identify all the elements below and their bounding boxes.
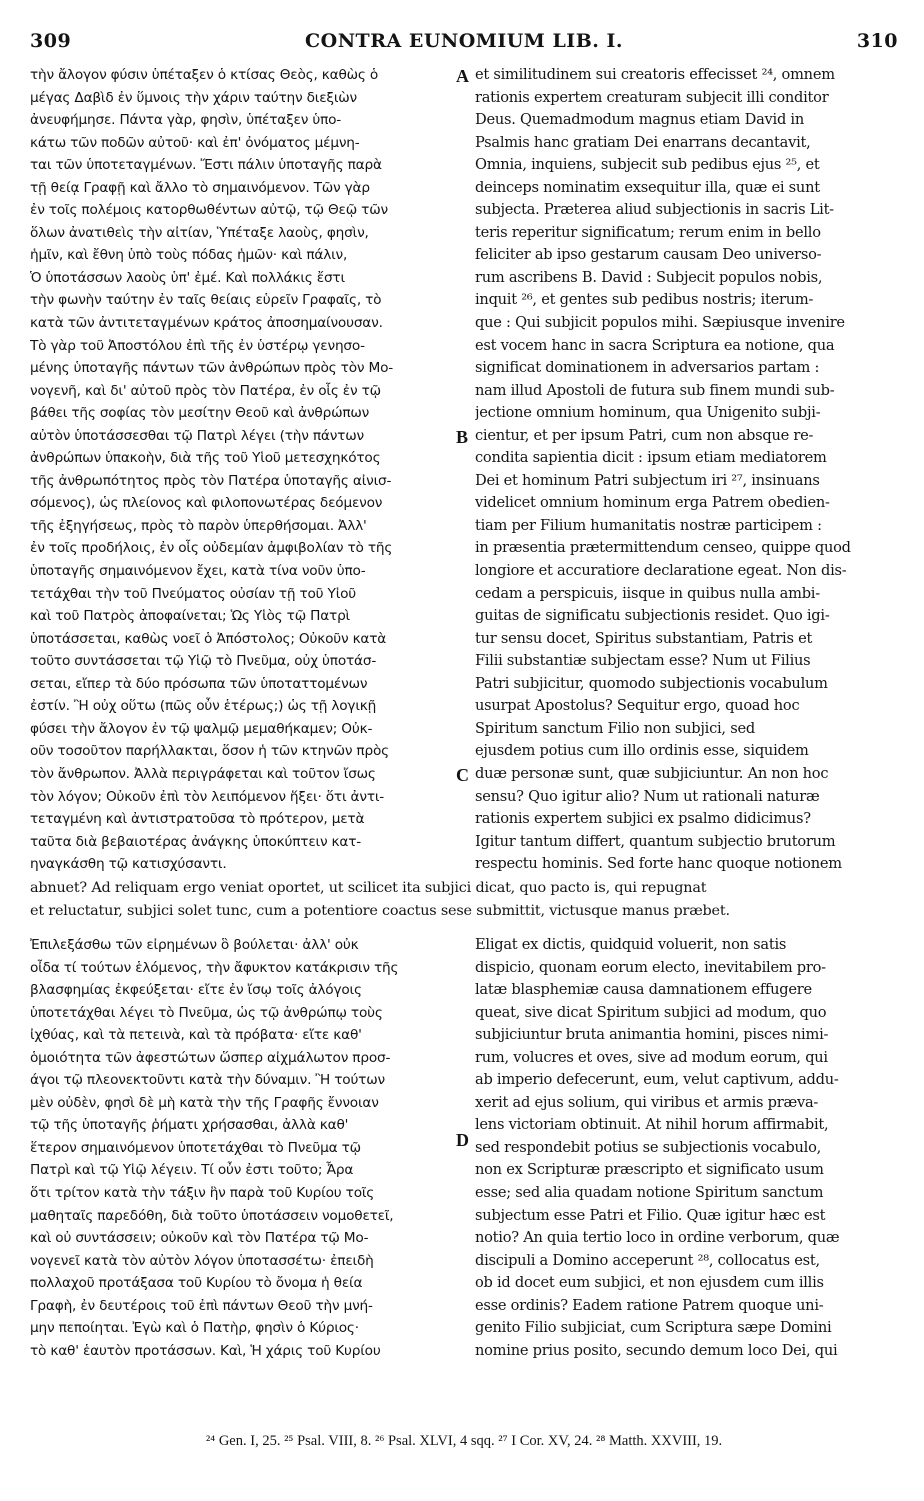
latin-text-line: notio? An quia tertio loco in ordine verborum, quæ	[475, 1229, 840, 1247]
latin-text-line: dispicio, quonam eorum electo, inevitabilem pro-	[475, 958, 826, 976]
latin-text-line: Filii substantiæ subjectam esse? Num ut Filius	[475, 652, 811, 670]
latin-text-line: nomine prius posito, secundo demum loco Dei, qui	[475, 1341, 838, 1359]
latin-text-line: inquit ²⁶, et gentes sub pedibus nostris; iterum-	[475, 291, 814, 309]
greek-text-line: τῇ θείᾳ Γραφῇ καὶ ἄλλο τὸ σημαινόμενον. Τῶν γὰρ	[30, 179, 370, 196]
greek-text-line: τῆς ἐξηγήσεως, πρὸς τὸ παρὸν ὑπερθήσομαι. Ἀλλ'	[30, 517, 367, 534]
latin-text-line: longiore et accuratiore declaratione egeat. Non dis-	[475, 562, 847, 580]
greek-text-line: ταῦτα διὰ βεβαιοτέρας ἀνάγκης ὑποκύπτειν κατ-	[30, 833, 362, 850]
greek-text-line: καὶ τοῦ Πατρὸς ἀποφαίνεται; Ὡς Υἱὸς τῷ Πατρὶ	[30, 608, 350, 625]
full-width-text-line: abnuet? Ad reliquam ergo veniat oportet, ut scilicet ita subjici dicat, quo pacto is, qui repugnat	[30, 880, 707, 896]
latin-text-line: genito Filio subjiciat, cum Scriptura sæpe Domini	[475, 1319, 832, 1337]
full-width-text	[30, 877, 898, 922]
latin-text-line: queat, sive dicat Spiritum subjici ad modum, quo	[475, 1003, 827, 1021]
greek-text-line: τὸν ἄνθρωπον. Ἀλλὰ περιγράφεται καὶ τοῦτον ἴσως	[30, 765, 376, 782]
page-number-left: 309	[30, 30, 72, 52]
latin-text-line: nam illud Apostoli de futura sub finem mundi sub-	[475, 381, 835, 399]
greek-text-line: Τὸ γὰρ τοῦ Ἀποστόλου ἐπὶ τῆς ἐν ὑστέρῳ γενησο-	[30, 337, 365, 354]
latin-text-line: rationis expertem creaturam subjecit illi conditor	[475, 88, 829, 106]
greek-text-line: πολλαχοῦ προτάξασα τοῦ Κυρίου τὸ ὄνομα ἡ θεία	[30, 1275, 363, 1292]
latin-text-line: in præsentia prætermittendum censeo, quippe quod	[475, 539, 851, 557]
greek-text-line: ὑποτετάχθαι λέγει τὸ Πνεῦμα, ὡς τῷ ἀνθρώπῳ τοὺς	[30, 1004, 383, 1021]
running-title: CONTRA EUNOMIUM LIB. I.	[305, 30, 623, 52]
latin-text-line: guitas de significatu subjectionis residet. Quo igi-	[475, 607, 830, 625]
greek-text-line: βάθει τῆς σοφίας τὸν μεσίτην Θεοῦ καὶ ἀνθρώπων	[30, 405, 370, 422]
greek-text-line: σεται, εἴπερ τὰ δύο πρόσωπα τῶν ὑποταττομένων	[30, 675, 368, 692]
greek-column-top	[30, 64, 462, 876]
greek-text-line: ἀνευφήμησε. Πάντα γὰρ, φησὶν, ὑπέταξεν ὑπο-	[30, 112, 342, 129]
greek-text-line: κατὰ τῶν ἀντιτεταγμένων κράτος ἀποσημαίνουσαν.	[30, 315, 383, 332]
page-number-right: 310	[856, 30, 898, 52]
latin-text-line: cedam a perspicuis, iisque in quibus nulla ambi-	[475, 584, 820, 602]
greek-text-line: αὐτὸν ὑποτάσσεσθαι τῷ Πατρὶ λέγει (τὴν πάντων	[30, 427, 364, 444]
greek-text-line: Γραφὴ, ἐν δευτέροις τοῦ ἐπὶ πάντων Θεοῦ τὴν μνή-	[30, 1297, 373, 1314]
latin-text-line: rum ascribens B. David : Subjecit populos nobis,	[475, 268, 823, 286]
greek-text-line: τὴν ἄλογον φύσιν ὑπέταξεν ὁ κτίσας Θεὸς, καθὼς ὁ	[30, 67, 379, 83]
greek-text-line: ὅλων ἀνατιθεὶς τὴν αἰτίαν, Ὑπέταξε λαοὺς, φησὶν,	[30, 224, 369, 241]
latin-text-line: xerit ad ejus solium, qui viribus et armis præva-	[475, 1093, 819, 1111]
latin-text-line: videlicet omnium hominum erga Patrem obedien-	[475, 494, 830, 512]
running-header	[30, 30, 898, 56]
greek-text-line: ηναγκάσθη τῷ κατισχύσαντι.	[30, 856, 227, 873]
greek-text-line: Ἐπιλεξάσθω τῶν εἰρημένων ὃ βούλεται· ἀλλ' οὐκ	[30, 937, 359, 953]
greek-text-line: άγοι τῷ πλεονεκτοῦντι κατὰ τὴν δύναμιν. Ἢ τούτων	[30, 1072, 385, 1089]
greek-text-line: ἡμῖν, καὶ ἔθνη ὑπὸ τοὺς πόδας ἡμῶν· καὶ πάλιν,	[30, 247, 348, 264]
greek-text-line: ἐν τοῖς πολέμοις κατορθωθέντων αὐτῷ, τῷ Θεῷ τῶν	[30, 202, 388, 219]
greek-text-line: μέγας Δαβὶδ ἐν ὕμνοις τὴν χάριν ταύτην διεξιὼν	[30, 89, 357, 106]
latin-text-line: respectu hominis. Sed forte hanc quoque notionem	[475, 855, 842, 873]
greek-text-line: τῷ τῆς ὑποταγῆς ῥήματι χρήσασθαι, ἀλλὰ καθ'	[30, 1117, 349, 1134]
greek-text-line: τοῦτο συντάσσεται τῷ Υἱῷ τὸ Πνεῦμα, οὐχ ὑποτάσ-	[30, 653, 377, 670]
latin-text-line: subjectum esse Patri et Filio. Quæ igitur hæc est	[475, 1206, 826, 1224]
greek-text-line: τεταγμένη καὶ ἀντιστρατοῦσα τὸ πρότερον, μετὰ	[30, 811, 365, 828]
greek-text-line: ὁμοιότητα τῶν ἀφεστώτων ὥσπερ αἰχμάλωτον προσ-	[30, 1049, 391, 1066]
footnotes: ²⁴ Gen. I, 25. ²⁵ Psal. VIII, 8. ²⁶ Psal. XLVI, 4 sqq. ²⁷ I Cor. XV, 24. ²⁸ Matth. XXVIII, 19.	[205, 1433, 723, 1449]
greek-text-line: νογενῆ, καὶ δι' αὐτοῦ πρὸς τὸν Πατέρα, ἐν οἷς ἐν τῷ	[30, 382, 381, 399]
greek-text-line: μένης ὑποταγῆς πάντων τῶν ἀνθρώπων πρὸς τὸν Μο-	[30, 360, 393, 377]
latin-text-line: rationis expertem subjici ex psalmo didicimus?	[475, 810, 811, 828]
latin-text-line: lens victoriam obtinuit. At nihil horum affirmabit,	[475, 1116, 829, 1134]
latin-text-line: usurpat Apostolus? Sequitur ergo, quoad hoc	[475, 697, 800, 715]
greek-text-line: τὸν λόγον; Οὐκοῦν ἐπὶ τὸν λειπόμενον ἥξει· ὅτι ἀντι-	[30, 788, 385, 805]
greek-text-line: σόμενος), ὡς πλείονος καὶ φιλοπονωτέρας δεόμενον	[30, 495, 383, 512]
greek-text-line: ὑποταγῆς σημαινόμενον ἔχει, κατὰ τίνα νοῦν ὑπο-	[30, 563, 366, 580]
latin-text-line: subjiciuntur bruta animantia homini, pisces nimi-	[475, 1026, 829, 1044]
greek-text-line: καὶ οὐ συντάσσειν; οὐκοῦν καὶ τὸν Πατέρα τῷ Μο-	[30, 1230, 369, 1247]
greek-text-line: ἐστίν. Ἢ οὐχ οὕτω (πῶς οὖν ἑτέρως;) ὡς τῇ λογικῇ	[30, 698, 377, 715]
latin-text-line: teris reperitur significatum; rerum enim in bello	[475, 223, 821, 241]
latin-text-line: Dei et hominum Patri subjectum iri ²⁷, insinuans	[475, 471, 820, 489]
latin-text-line: que : Qui subjicit populos mihi. Sæpiusque invenire	[475, 314, 845, 332]
greek-column-bottom	[30, 934, 462, 1362]
greek-text-line: μην πεποίηται. Ἐγὼ καὶ ὁ Πατὴρ, φησὶν ὁ Κύριος·	[30, 1320, 359, 1337]
greek-text-line: φύσει τὴν ἄλογον ἐν τῷ ψαλμῷ μεμαθήκαμεν; Οὐκ-	[30, 720, 373, 737]
greek-text-line: οἶδα τί τούτων ἑλόμενος, τὴν ἄφυκτον κατάκρισιν τῆς	[30, 959, 399, 976]
greek-text-line: ἀνθρώπων ὑπακοὴν, διὰ τῆς τοῦ Υἱοῦ μετεσχηκότος	[30, 450, 381, 467]
latin-text-line: ejusdem potius cum illo ordinis esse, siquidem	[475, 742, 809, 760]
latin-text-line: non ex Scripturæ præscripto et significato usum	[475, 1161, 824, 1179]
latin-text-line: tiam per Filium humanitatis nostræ participem :	[475, 516, 822, 534]
latin-text-line: jectione omnium hominum, qua Unigenito subji-	[475, 404, 821, 422]
latin-text-line: esse ordinis? Eadem ratione Patrem quoque uni-	[475, 1296, 824, 1314]
greek-text-line: ται τῶν ὑποτεταγμένων. Ἔστι πάλιν ὑποταγῆς παρὰ	[30, 157, 382, 174]
latin-text-line: sensu? Quo igitur alio? Num ut rationali naturæ	[475, 787, 820, 805]
latin-column-bottom	[475, 934, 897, 1362]
full-width-text-line: et reluctatur, subjici solet tunc, cum a potentiore coactus sese submittit, victusque manus præbet.	[30, 902, 730, 919]
section-marker-d: D	[456, 1130, 469, 1150]
greek-text-line: νογενεῖ κατὰ τὸν αὐτὸν λόγον ὑποτασσέτω· ἐπειδὴ	[30, 1252, 374, 1269]
greek-text-line: ὑποτάσσεται, καθὼς νοεῖ ὁ Ἀπόστολος; Οὐκοῦν κατὰ	[30, 630, 387, 647]
greek-text-line: Ὁ ὑποτάσσων λαοὺς ὑπ' ἐμέ. Καὶ πολλάκις ἔστι	[30, 269, 345, 286]
latin-text-line: significat dominationem in adversarios partam :	[475, 359, 820, 377]
latin-text-line: discipuli a Domino acceperunt ²⁸, collocatus est,	[475, 1251, 820, 1269]
greek-text-line: μαθηταῖς παρεδόθη, διὰ τοῦτο ὑποτάσσειν νομοθετεῖ,	[30, 1207, 394, 1224]
latin-text-line: Igitur tantum differt, quantum subjectio brutorum	[475, 832, 836, 850]
greek-text-line: ἕτερον σημαινόμενον ὑποτετάχθαι τὸ Πνεῦμα τῷ	[30, 1139, 361, 1156]
greek-text-line: ἰχθύας, καὶ τὰ πετεινὰ, καὶ τὰ πρόβατα· εἴτε καθ'	[30, 1027, 362, 1044]
greek-text-line: τὴν φωνὴν ταύτην ἐν ταῖς θείαις εὑρεῖν Γραφαῖς, τὸ	[30, 292, 382, 309]
latin-text-line: cientur, et per ipsum Patri, cum non absque re-	[475, 426, 814, 444]
greek-text-line: Πατρὶ καὶ τῷ Υἱῷ λέγειν. Τί οὖν ἐστι τοῦτο; Ἆρα	[30, 1162, 354, 1179]
latin-text-line: Psalmis hanc gratiam Dei enarrans decantavit,	[475, 133, 811, 151]
greek-text-line: τὸ καθ' ἑαυτὸν προτάσσων. Καὶ, Ἡ χάρις τοῦ Κυρίου	[30, 1342, 381, 1359]
latin-text-line: Deus. Quemadmodum magnus etiam David in	[475, 111, 804, 129]
latin-text-line: Eligat ex dictis, quidquid voluerit, non satis	[475, 936, 787, 953]
latin-text-line: Patri subjicitur, quomodo subjectionis vocabulum	[475, 674, 828, 692]
greek-text-line: κάτω τῶν ποδῶν αὐτοῦ· καὶ ἐπ' ὀνόματος μέμνη-	[30, 134, 360, 151]
latin-text-line: ab imperio defecerunt, eum, velut captivum, addu-	[475, 1071, 839, 1089]
greek-text-line: βλασφημίας ἐκφεύξεται· εἴτε ἐν ἴσῳ τοῖς ἀλόγοις	[30, 982, 362, 999]
greek-text-line: ἐν τοῖς προδήλοις, ἐν οἷς οὐδεμίαν ἀμφιβολίαν τὸ τῆς	[30, 540, 393, 557]
latin-text-line: esse; sed alia quadam notione Spiritum sanctum	[475, 1184, 824, 1202]
latin-text-line: condita sapientia dicit : ipsum etiam mediatorem	[475, 449, 827, 467]
latin-text-line: feliciter ab ipso gestarum causam Deo universo-	[475, 246, 822, 264]
latin-text-line: duæ personæ sunt, quæ subjiciuntur. An non hoc	[475, 764, 829, 782]
latin-text-line: deinceps nominatim exsequitur illa, quæ ei sunt	[475, 178, 820, 196]
latin-text-line: rum, volucres et oves, sive ad modum eorum, qui	[475, 1048, 828, 1066]
greek-text-line: τῆς ἀνθρωπότητος πρὸς τὸν Πατέρα ὑποταγῆς αἰνισ-	[30, 472, 392, 489]
latin-text-line: Omnia, inquiens, subjecit sub pedibus ejus ²⁵, et	[475, 156, 820, 174]
latin-text-line: tur sensu docet, Spiritus substantiam, Patris et	[475, 629, 813, 647]
greek-text-line: οῦν τοσοῦτον παρήλλακται, ὅσον ἡ τῶν κτηνῶν πρὸς	[30, 743, 389, 760]
section-marker-c: C	[456, 765, 469, 785]
latin-text-line: subjecta. Præterea aliud subjectionis in sacris Lit-	[475, 201, 834, 219]
greek-text-line: ὅτι τρίτον κατὰ τὴν τάξιν ἣν παρὰ τοῦ Κυρίου τοῖς	[30, 1185, 375, 1202]
latin-text-line: latæ blasphemiæ causa damnationem effugere	[475, 981, 812, 999]
latin-text-line: et similitudinem sui creatoris effecisset ²⁴, omnem	[475, 66, 835, 83]
latin-column-top	[475, 64, 897, 876]
section-marker-a: A	[456, 66, 469, 86]
section-marker-b: B	[456, 427, 469, 447]
greek-text-line: τετάχθαι τὴν τοῦ Πνεύματος οὐσίαν τῇ τοῦ Υἱοῦ	[30, 585, 357, 602]
latin-text-line: Spiritum sanctum Filio non subjici, sed	[475, 719, 755, 737]
latin-text-line: sed respondebit potius se subjectionis vocabulo,	[475, 1138, 821, 1156]
greek-text-line: μὲν οὐδὲν, φησὶ δὲ μὴ κατὰ τὴν τῆς Γραφῆς ἔννοιαν	[30, 1094, 379, 1111]
latin-text-line: est vocem hanc in sacra Scriptura ea notione, qua	[475, 336, 835, 354]
latin-text-line: ob id docet eum subjici, et non ejusdem cum illis	[475, 1274, 824, 1292]
